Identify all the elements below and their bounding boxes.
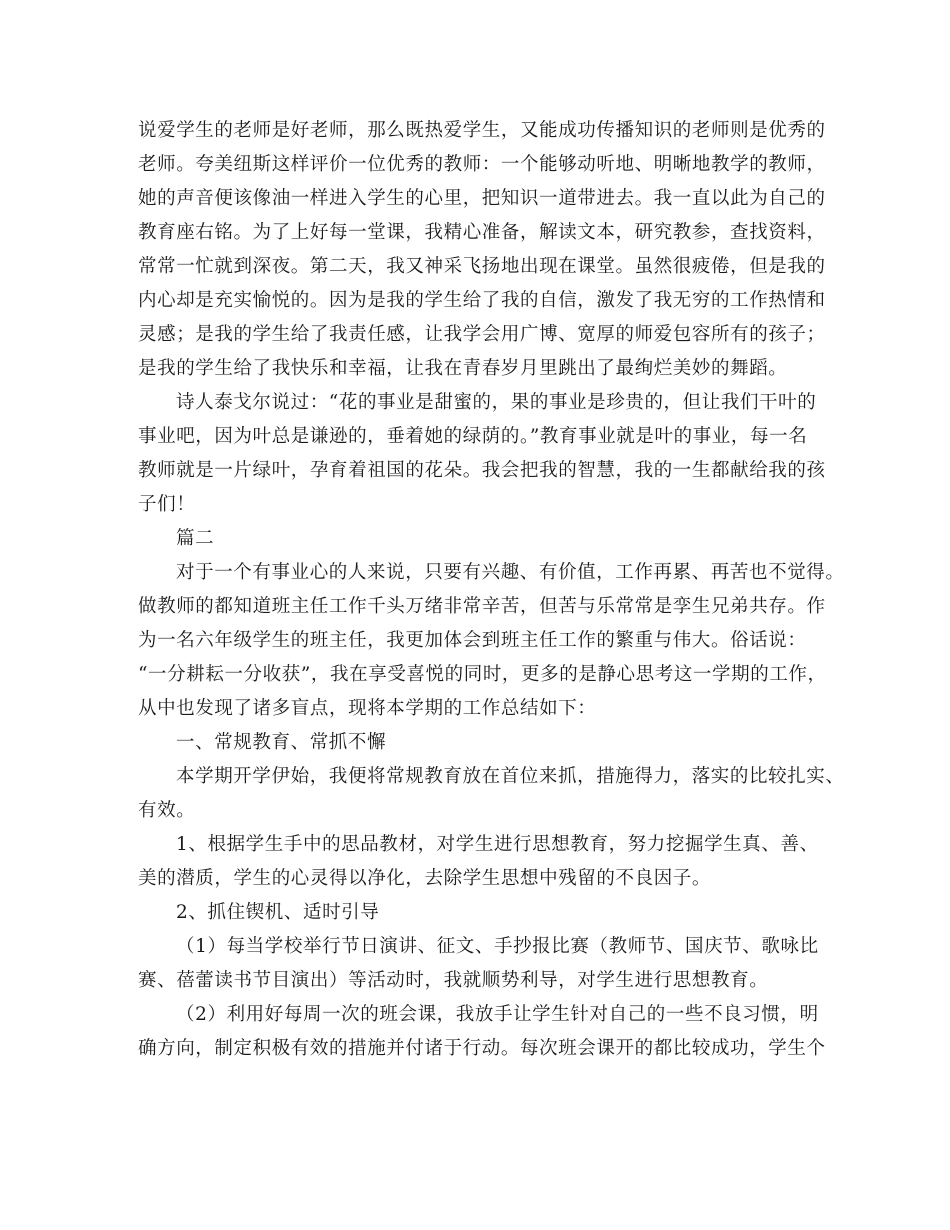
paragraph (138, 930, 828, 998)
text-line: 说爱学生的老师是好老师，那么既热爱学生，又能成功传播知识的老师则是优秀的 (138, 120, 826, 141)
text-line: 是我的学生给了我快乐和幸福，让我在青春岁月里跳出了最绚烂美妙的舞蹈。 (138, 358, 788, 379)
paragraph (138, 556, 845, 726)
text-line: 事业吧，因为叶总是谦逊的，垂着她的绿荫的。”教育事业就是叶的事业，每一名 (138, 426, 808, 447)
text-line: 1、根据学生手中的思品教材，对学生进行思想教育，努力挖掘学生真、善、 (176, 834, 819, 855)
text-line: 从中也发现了诸多盲点，现将本学期的工作总结如下： (138, 698, 597, 719)
paragraph (138, 114, 828, 386)
text-line: 本学期开学伊始，我便将常规教育放在首位来抓，措施得力，落实的比较扎实、 (176, 766, 845, 787)
text-line: 诗人泰戈尔说过：“花的事业是甜蜜的，果的事业是珍贵的，但让我们干叶的 (176, 392, 817, 413)
text-line: 她的声音便该像油一样进入学生的心里，把知识一道带进去。我一直以此为自己的 (138, 188, 826, 209)
text-line: 一、常规教育、常抓不懈 (176, 732, 387, 753)
text-line: 篇二 (176, 528, 215, 549)
text-line: “一分耕耘一分收获”，我在享受喜悦的同时，更多的是静心思考这一学期的工作， (138, 664, 827, 685)
text-line: 对于一个有事业心的人来说，只要有兴趣、有价值，工作再累、再苦也不觉得。 (176, 562, 845, 583)
section-heading (138, 522, 828, 556)
text-line: 教育座右铭。为了上好每一堂课，我精心准备，解读文本，研究教参，查找资料， (138, 222, 826, 243)
paragraph (138, 828, 828, 896)
subsection-heading (138, 896, 828, 930)
text-line: 老师。夸美纽斯这样评价一位优秀的教师：一个能够动听地、明晰地教学的教师， (138, 154, 826, 175)
text-line: 为一名六年级学生的班主任，我更加体会到班主任工作的繁重与伟大。俗话说： (138, 630, 807, 651)
subsection-heading (138, 726, 828, 760)
paragraph (138, 386, 828, 522)
document-page (138, 114, 845, 1066)
text-line: 教师就是一片绿叶，孕育着祖国的花朵。我会把我的智慧，我的一生都献给我的孩 (138, 460, 826, 481)
text-line: 2、抓住锲机、适时引导 (176, 902, 380, 923)
text-line: 常常一忙就到深夜。第二天，我又神采飞扬地出现在课堂。虽然很疲倦，但是我的 (138, 256, 826, 277)
text-line: 赛、蓓蕾读书节目演出）等活动时，我就顺势利导，对学生进行思想教育。 (138, 970, 769, 991)
text-line: 确方向，制定积极有效的措施并付诸于行动。每次班会课开的都比较成功，学生个 (138, 1038, 826, 1059)
text-line: 做教师的都知道班主任工作千头万绪非常辛苦，但苦与乐常常是孪生兄弟共存。作 (138, 596, 826, 617)
paragraph (138, 760, 845, 828)
text-line: 内心却是充实愉悦的。因为是我的学生给了我的自信，激发了我无穷的工作热情和 (138, 290, 826, 311)
text-line: 子们！ (138, 494, 196, 515)
text-line: 美的潜质，学生的心灵得以净化，去除学生思想中残留的不良因子。 (138, 868, 712, 889)
paragraph (138, 998, 828, 1066)
text-line: 灵感；是我的学生给了我责任感，让我学会用广博、宽厚的师爱包容所有的孩子； (138, 324, 826, 345)
text-line: 有效。 (138, 800, 196, 821)
text-line: （1）每当学校举行节日演讲、征文、手抄报比赛（教师节、国庆节、歌咏比 (176, 936, 819, 957)
text-line: （2）利用好每周一次的班会课，我放手让学生针对自己的一些不良习惯，明 (176, 1004, 819, 1025)
